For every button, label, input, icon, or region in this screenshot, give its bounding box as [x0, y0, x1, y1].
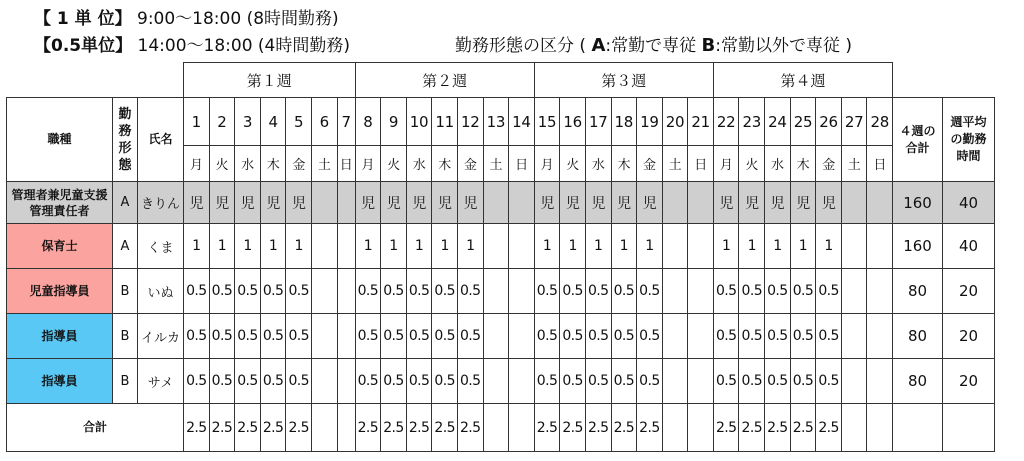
- day-number: 22: [713, 98, 739, 146]
- shift-cell: 0.5: [286, 359, 312, 404]
- legend-a-key: A: [591, 35, 606, 56]
- shift-cell: 1: [406, 224, 432, 269]
- shift-cell: [337, 269, 355, 314]
- staff-job: 指導員: [7, 314, 113, 359]
- footer-cell: 2.5: [457, 404, 483, 452]
- shift-cell: 0.5: [432, 359, 458, 404]
- shift-cell: [662, 224, 688, 269]
- shift-cell: [662, 182, 688, 224]
- footer-cell: [509, 404, 535, 452]
- shift-cell: 0.5: [209, 314, 235, 359]
- shift-cell: [311, 359, 337, 404]
- shift-cell: 0.5: [816, 359, 842, 404]
- footer-cell: [483, 404, 509, 452]
- staff-type: B: [113, 359, 138, 404]
- shift-cell: 0.5: [457, 269, 483, 314]
- shift-cell: [662, 269, 688, 314]
- footer-cell: 2.5: [286, 404, 312, 452]
- shift-cell: 0.5: [432, 314, 458, 359]
- shift-cell: [509, 314, 535, 359]
- shift-cell: 児: [560, 182, 586, 224]
- day-number: 15: [534, 98, 560, 146]
- shift-cell: 児: [790, 182, 816, 224]
- shift-cell: 0.5: [260, 314, 286, 359]
- shift-cell: [688, 269, 714, 314]
- footer-cell: 2.5: [432, 404, 458, 452]
- footer-cell: 2.5: [637, 404, 663, 452]
- shift-cell: 児: [637, 182, 663, 224]
- shift-cell: 0.5: [713, 269, 739, 314]
- staff-name: いぬ: [138, 269, 184, 314]
- weekday: 土: [311, 146, 337, 182]
- shift-cell: [867, 224, 893, 269]
- day-number: 27: [841, 98, 867, 146]
- shift-cell: 1: [260, 224, 286, 269]
- shift-cell: 1: [534, 224, 560, 269]
- shift-cell: 0.5: [355, 314, 381, 359]
- shift-cell: [483, 314, 509, 359]
- shift-cell: 0.5: [611, 359, 637, 404]
- weekday: 土: [662, 146, 688, 182]
- shift-cell: 0.5: [209, 359, 235, 404]
- shift-cell: 1: [432, 224, 458, 269]
- footer-cell: 2.5: [765, 404, 791, 452]
- col-total4-header: ４週の合計: [893, 98, 943, 182]
- shift-cell: 0.5: [381, 314, 407, 359]
- shift-cell: 0.5: [235, 269, 261, 314]
- staff-total: 160: [893, 224, 943, 269]
- staff-avg: 40: [943, 182, 995, 224]
- shift-cell: 1: [286, 224, 312, 269]
- weekday: 日: [688, 146, 714, 182]
- shift-cell: 0.5: [560, 269, 586, 314]
- staff-row: [7, 314, 995, 359]
- shift-cell: 0.5: [790, 269, 816, 314]
- day-number: 7: [337, 98, 355, 146]
- shift-cell: 1: [184, 224, 210, 269]
- shift-cell: [483, 182, 509, 224]
- shift-cell: 0.5: [260, 359, 286, 404]
- day-number: 9: [381, 98, 407, 146]
- footer-cell: 2.5: [184, 404, 210, 452]
- day-number: 26: [816, 98, 842, 146]
- shift-cell: 0.5: [637, 314, 663, 359]
- shift-cell: [867, 359, 893, 404]
- shift-cell: 0.5: [816, 269, 842, 314]
- shift-cell: [311, 314, 337, 359]
- shift-cell: 0.5: [184, 359, 210, 404]
- shift-cell: 0.5: [739, 269, 765, 314]
- shift-cell: 0.5: [235, 314, 261, 359]
- day-number-row: [7, 98, 995, 146]
- half-unit-time: 14:00〜18:00 (4時間勤務): [137, 36, 350, 56]
- col-name-header: 氏名: [138, 98, 184, 182]
- day-number: 3: [235, 98, 261, 146]
- staff-avg: 20: [943, 269, 995, 314]
- day-number: 5: [286, 98, 312, 146]
- staff-row: [7, 224, 995, 269]
- half-unit-label: 【0.5単位】: [34, 36, 133, 56]
- day-number: 6: [311, 98, 337, 146]
- shift-cell: 児: [765, 182, 791, 224]
- staff-name: くま: [138, 224, 184, 269]
- shift-cell: [867, 182, 893, 224]
- shift-cell: 0.5: [739, 314, 765, 359]
- weekday: 水: [765, 146, 791, 182]
- shift-cell: 0.5: [355, 269, 381, 314]
- footer-cell: 2.5: [260, 404, 286, 452]
- work-type-legend: [455, 31, 852, 56]
- shift-cell: 1: [816, 224, 842, 269]
- staff-job: 児童指導員: [7, 269, 113, 314]
- staff-type: B: [113, 269, 138, 314]
- legend-b-text: :常勤以外で専従 ): [715, 36, 853, 56]
- footer-label: 合計: [7, 404, 184, 452]
- shift-cell: 児: [184, 182, 210, 224]
- week-header: 第４週: [713, 63, 892, 98]
- shift-cell: 0.5: [713, 359, 739, 404]
- shift-cell: 児: [816, 182, 842, 224]
- footer-cell: 2.5: [560, 404, 586, 452]
- shift-cell: [509, 359, 535, 404]
- shift-cell: [841, 269, 867, 314]
- shift-cell: 1: [739, 224, 765, 269]
- shift-cell: 0.5: [611, 269, 637, 314]
- weekday: 木: [790, 146, 816, 182]
- shift-cell: 0.5: [713, 314, 739, 359]
- shift-cell: 0.5: [585, 359, 611, 404]
- shift-cell: 1: [355, 224, 381, 269]
- shift-cell: 0.5: [534, 314, 560, 359]
- weekday: 火: [739, 146, 765, 182]
- staff-row: [7, 359, 995, 404]
- staff-total: 80: [893, 269, 943, 314]
- weekday: 金: [286, 146, 312, 182]
- footer-cell: 2.5: [534, 404, 560, 452]
- weekday: 月: [184, 146, 210, 182]
- shift-cell: 0.5: [355, 359, 381, 404]
- shift-cell: [337, 182, 355, 224]
- staff-avg: 20: [943, 314, 995, 359]
- shift-cell: [662, 359, 688, 404]
- footer-cell: 2.5: [209, 404, 235, 452]
- weekday: 月: [355, 146, 381, 182]
- shift-cell: 児: [260, 182, 286, 224]
- footer-cell: 2.5: [611, 404, 637, 452]
- day-number: 1: [184, 98, 210, 146]
- day-number: 12: [457, 98, 483, 146]
- week-header-spacer: [893, 63, 995, 98]
- shift-cell: 0.5: [765, 269, 791, 314]
- full-unit-time: 9:00〜18:00 (8時間勤務): [137, 9, 339, 29]
- col-avg-header: 週平均の勤務時間: [943, 98, 995, 182]
- shift-cell: 0.5: [585, 269, 611, 314]
- shift-cell: [311, 269, 337, 314]
- shift-cell: 児: [713, 182, 739, 224]
- shift-cell: 0.5: [790, 359, 816, 404]
- shift-cell: 1: [637, 224, 663, 269]
- footer-cell: 2.5: [355, 404, 381, 452]
- shift-cell: 0.5: [637, 269, 663, 314]
- shift-cell: 0.5: [816, 314, 842, 359]
- shift-cell: 児: [355, 182, 381, 224]
- shift-cell: 0.5: [381, 269, 407, 314]
- legend-a-text: :常勤で専従: [605, 36, 697, 56]
- shift-cell: [483, 224, 509, 269]
- shift-cell: [483, 359, 509, 404]
- day-number: 4: [260, 98, 286, 146]
- weekday: 土: [841, 146, 867, 182]
- shift-cell: 児: [381, 182, 407, 224]
- shift-cell: [688, 224, 714, 269]
- shift-cell: 0.5: [790, 314, 816, 359]
- staff-row: [7, 269, 995, 314]
- staff-type: A: [113, 224, 138, 269]
- footer-cell: 2.5: [816, 404, 842, 452]
- shift-cell: 0.5: [260, 269, 286, 314]
- shift-cell: 児: [432, 182, 458, 224]
- shift-cell: 0.5: [534, 359, 560, 404]
- shift-cell: 0.5: [184, 269, 210, 314]
- shift-cell: 1: [209, 224, 235, 269]
- shift-cell: 0.5: [457, 314, 483, 359]
- shift-cell: 児: [534, 182, 560, 224]
- shift-cell: [337, 314, 355, 359]
- day-number: 13: [483, 98, 509, 146]
- shift-cell: 0.5: [534, 269, 560, 314]
- shift-cell: 0.5: [286, 269, 312, 314]
- shift-cell: 児: [739, 182, 765, 224]
- footer-avg: [943, 404, 995, 452]
- footer-cell: [662, 404, 688, 452]
- footer-cell: [688, 404, 714, 452]
- shift-cell: 児: [235, 182, 261, 224]
- staff-name: サメ: [138, 359, 184, 404]
- shift-cell: 0.5: [286, 314, 312, 359]
- shift-cell: 児: [457, 182, 483, 224]
- shift-cell: [688, 359, 714, 404]
- day-number: 28: [867, 98, 893, 146]
- day-number: 8: [355, 98, 381, 146]
- shift-cell: 0.5: [406, 314, 432, 359]
- weekday: 水: [585, 146, 611, 182]
- weekday: 日: [509, 146, 535, 182]
- shift-cell: 0.5: [457, 359, 483, 404]
- weekday: 火: [381, 146, 407, 182]
- week-header: 第３週: [534, 63, 713, 98]
- shift-cell: [841, 359, 867, 404]
- col-job-header: 職種: [7, 98, 113, 182]
- day-number: 23: [739, 98, 765, 146]
- staff-name: イルカ: [138, 314, 184, 359]
- day-number: 18: [611, 98, 637, 146]
- weekday: 土: [483, 146, 509, 182]
- shift-cell: 児: [286, 182, 312, 224]
- col-type-header: 勤務形態: [113, 98, 138, 182]
- shift-cell: 1: [713, 224, 739, 269]
- shift-cell: [688, 314, 714, 359]
- staff-type: A: [113, 182, 138, 224]
- shift-cell: 0.5: [209, 269, 235, 314]
- week-header-row: [7, 63, 995, 98]
- legend-prefix: 勤務形態の区分 (: [455, 36, 587, 56]
- weekday: 水: [406, 146, 432, 182]
- shift-cell: 児: [406, 182, 432, 224]
- shift-cell: 児: [585, 182, 611, 224]
- staff-job: 保育士: [7, 224, 113, 269]
- shift-cell: [867, 269, 893, 314]
- day-number: 2: [209, 98, 235, 146]
- day-number: 11: [432, 98, 458, 146]
- footer-cell: 2.5: [790, 404, 816, 452]
- shift-cell: 0.5: [765, 359, 791, 404]
- footer-cell: 2.5: [406, 404, 432, 452]
- shift-cell: [841, 314, 867, 359]
- shift-cell: 0.5: [406, 359, 432, 404]
- full-unit-line: [34, 4, 339, 29]
- shift-cell: 1: [381, 224, 407, 269]
- shift-cell: 0.5: [184, 314, 210, 359]
- shift-cell: 0.5: [585, 314, 611, 359]
- shift-cell: [841, 182, 867, 224]
- footer-total: [893, 404, 943, 452]
- weekday: 日: [867, 146, 893, 182]
- shift-cell: 児: [611, 182, 637, 224]
- staff-total: 80: [893, 359, 943, 404]
- weekday: 金: [816, 146, 842, 182]
- shift-cell: 0.5: [637, 359, 663, 404]
- shift-cell: [337, 359, 355, 404]
- staff-name: きりん: [138, 182, 184, 224]
- weekday: 火: [209, 146, 235, 182]
- footer-cell: [841, 404, 867, 452]
- staff-job: 管理者兼児童支援管理責任者: [7, 182, 113, 224]
- shift-cell: 1: [235, 224, 261, 269]
- shift-cell: 1: [457, 224, 483, 269]
- staff-total: 160: [893, 182, 943, 224]
- shift-cell: [311, 182, 337, 224]
- staff-total: 80: [893, 314, 943, 359]
- shift-cell: 0.5: [611, 314, 637, 359]
- shift-cell: [509, 182, 535, 224]
- shift-cell: 0.5: [739, 359, 765, 404]
- footer-row: [7, 404, 995, 452]
- blank-corner: [7, 63, 184, 98]
- footer-cell: 2.5: [713, 404, 739, 452]
- shift-cell: [311, 224, 337, 269]
- shift-cell: [337, 224, 355, 269]
- day-number: 14: [509, 98, 535, 146]
- shift-cell: 0.5: [406, 269, 432, 314]
- staff-job: 指導員: [7, 359, 113, 404]
- day-number: 24: [765, 98, 791, 146]
- shift-cell: 児: [209, 182, 235, 224]
- footer-cell: 2.5: [381, 404, 407, 452]
- day-number: 19: [637, 98, 663, 146]
- shift-cell: 0.5: [560, 359, 586, 404]
- shift-cell: [841, 224, 867, 269]
- weekday: 木: [611, 146, 637, 182]
- shift-cell: 0.5: [560, 314, 586, 359]
- footer-cell: [311, 404, 337, 452]
- weekday: 水: [235, 146, 261, 182]
- staff-avg: 20: [943, 359, 995, 404]
- week-header: 第２週: [355, 63, 534, 98]
- shift-cell: [662, 314, 688, 359]
- shift-cell: 1: [765, 224, 791, 269]
- shift-cell: 1: [611, 224, 637, 269]
- legend-b-key: B: [701, 35, 716, 56]
- day-number: 25: [790, 98, 816, 146]
- footer-cell: 2.5: [739, 404, 765, 452]
- weekday: 金: [637, 146, 663, 182]
- shift-cell: [867, 314, 893, 359]
- staff-row: [7, 182, 995, 224]
- shift-cell: [509, 269, 535, 314]
- day-number: 17: [585, 98, 611, 146]
- footer-cell: [867, 404, 893, 452]
- full-unit-label: 【 1 単 位】: [34, 9, 132, 29]
- weekday: 月: [534, 146, 560, 182]
- shift-cell: 1: [790, 224, 816, 269]
- weekday: 金: [457, 146, 483, 182]
- staff-avg: 40: [943, 224, 995, 269]
- footer-cell: [337, 404, 355, 452]
- shift-cell: 1: [585, 224, 611, 269]
- day-number: 21: [688, 98, 714, 146]
- shift-cell: [483, 269, 509, 314]
- weekday: 日: [337, 146, 355, 182]
- day-number: 20: [662, 98, 688, 146]
- day-number: 10: [406, 98, 432, 146]
- day-number: 16: [560, 98, 586, 146]
- shift-cell: [688, 182, 714, 224]
- shift-cell: 0.5: [432, 269, 458, 314]
- weekday: 火: [560, 146, 586, 182]
- shift-cell: 0.5: [765, 314, 791, 359]
- weekday: 木: [260, 146, 286, 182]
- weekday: 木: [432, 146, 458, 182]
- shift-cell: 1: [560, 224, 586, 269]
- shift-cell: 0.5: [381, 359, 407, 404]
- shift-table: [6, 62, 995, 452]
- half-unit-line: [34, 31, 350, 56]
- week-header: 第１週: [184, 63, 356, 98]
- shift-cell: 0.5: [235, 359, 261, 404]
- footer-cell: 2.5: [585, 404, 611, 452]
- footer-cell: 2.5: [235, 404, 261, 452]
- staff-type: B: [113, 314, 138, 359]
- weekday: 月: [713, 146, 739, 182]
- shift-cell: [509, 224, 535, 269]
